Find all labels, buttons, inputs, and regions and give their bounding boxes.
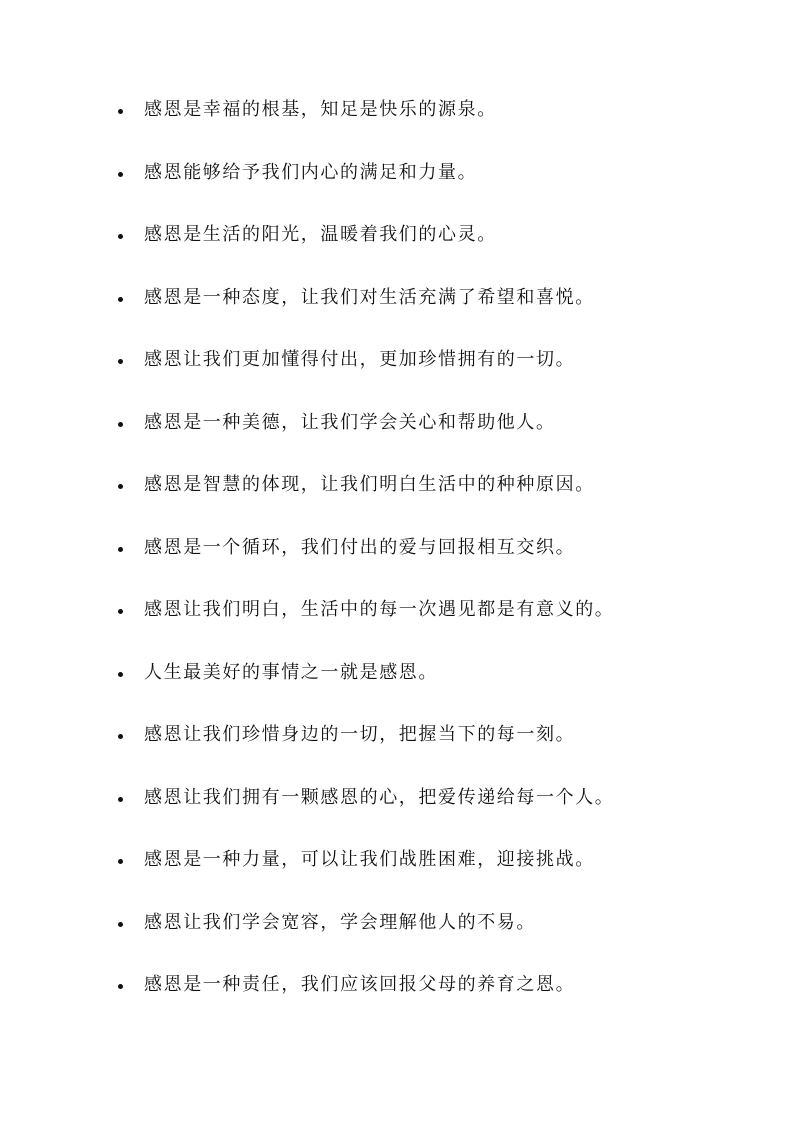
bullet-icon bbox=[118, 922, 123, 927]
bullet-icon bbox=[118, 359, 123, 364]
list-item bbox=[118, 155, 758, 218]
list-item-text: 感恩让我们珍惜身边的一切，把握当下的每一刻。 bbox=[144, 724, 576, 745]
list-item-text: 感恩是一种美德，让我们学会关心和帮助他人。 bbox=[144, 411, 556, 433]
list-item-text: 感恩是一个循环，我们付出的爱与回报相互交织。 bbox=[144, 536, 576, 558]
list-item bbox=[118, 842, 758, 905]
list-item bbox=[118, 717, 758, 780]
list-item bbox=[118, 280, 758, 343]
bullet-icon bbox=[118, 609, 123, 614]
list-item-text: 感恩是幸福的根基，知足是快乐的源泉。 bbox=[144, 99, 497, 120]
bullet-icon bbox=[118, 109, 123, 114]
list-item bbox=[118, 780, 758, 843]
list-item-text: 感恩是一种态度，让我们对生活充满了希望和喜悦。 bbox=[144, 286, 595, 308]
list-item bbox=[118, 217, 758, 280]
list-item bbox=[118, 405, 758, 468]
list-item-text: 感恩是生活的阳光，温暖着我们的心灵。 bbox=[144, 224, 497, 245]
list-item-text: 感恩让我们学会宽容，学会理解他人的不易。 bbox=[144, 911, 536, 933]
bullet-icon bbox=[118, 297, 123, 302]
list-item bbox=[118, 905, 758, 968]
bullet-icon bbox=[118, 234, 123, 239]
list-item-text: 人生最美好的事情之一就是感恩。 bbox=[144, 661, 438, 683]
bullet-icon bbox=[118, 547, 123, 552]
list-item-text: 感恩是一种力量，可以让我们战胜困难，迎接挑战。 bbox=[144, 849, 595, 870]
list-item-text: 感恩让我们明白，生活中的每一次遇见都是有意义的。 bbox=[144, 599, 615, 620]
bullet-icon bbox=[118, 172, 123, 177]
list-item bbox=[118, 655, 758, 718]
bullet-icon bbox=[118, 484, 123, 489]
list-item bbox=[118, 967, 758, 1030]
bullet-list bbox=[118, 92, 758, 1030]
list-item-text: 感恩能够给予我们内心的满足和力量。 bbox=[144, 161, 478, 183]
bullet-icon bbox=[118, 734, 123, 739]
list-item-text: 感恩是智慧的体现，让我们明白生活中的种种原因。 bbox=[144, 474, 595, 495]
list-item-text: 感恩让我们拥有一颗感恩的心，把爱传递给每一个人。 bbox=[144, 786, 615, 808]
list-item-text: 感恩是一种责任，我们应该回报父母的养育之恩。 bbox=[144, 974, 576, 995]
list-item bbox=[118, 467, 758, 530]
bullet-icon bbox=[118, 672, 123, 677]
list-item bbox=[118, 592, 758, 655]
list-item bbox=[118, 530, 758, 593]
bullet-icon bbox=[118, 984, 123, 989]
list-item bbox=[118, 342, 758, 405]
bullet-icon bbox=[118, 422, 123, 427]
bullet-icon bbox=[118, 797, 123, 802]
bullet-icon bbox=[118, 859, 123, 864]
list-item bbox=[118, 92, 758, 155]
list-item-text: 感恩让我们更加懂得付出，更加珍惜拥有的一切。 bbox=[144, 349, 576, 370]
